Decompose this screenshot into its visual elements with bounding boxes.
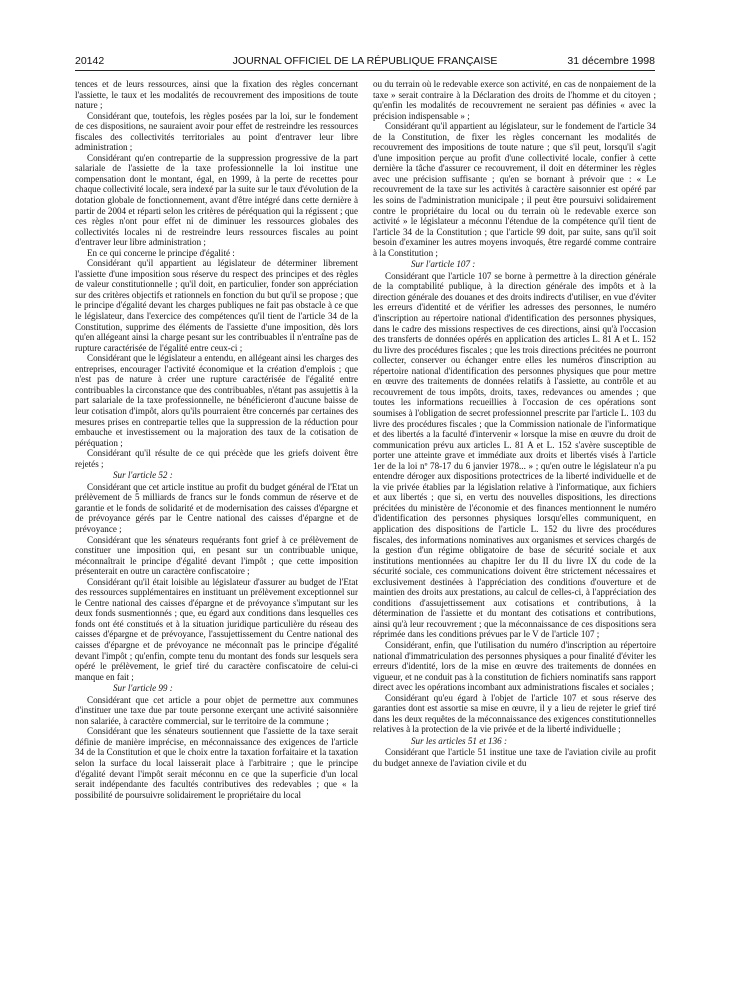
paragraph: Considérant qu'il résulte de ce qui précède que les griefs doivent être rejetés ; [75,448,358,469]
paragraph: Considérant que l'article 51 institue une taxe de l'aviation civile au profit du budget annexe de l'aviation civile et du [373,747,656,768]
paragraph: Considérant qu'en contrepartie de la suppression progressive de la part salariale de l'assiette de la taxe professionnelle la loi institue une compensation dont le montant, égal, en 1999, à la perte de recettes pour chaque collectivité locale, sera indexé par la suite sur le taux d'évolution de la dotation globale de fonctionnement, avant d'être intégré dans cette dernière à partir de 2004 et réparti selon les critères de péréquation qui la régissent ; que ces règles n'ont pour effet ni de diminuer les ressources globales des collectivités locales ni de restreindre leurs ressources fiscales au point d'entraver leur libre administration ; [75,152,358,248]
journal-title: JOURNAL OFFICIEL DE LA RÉPUBLIQUE FRANÇAISE [232,55,498,67]
paragraph: ou du terrain où le redevable exerce son activité, en cas de nonpaiement de la taxe » serait contraire à la Déclaration des droits de l'homme et du citoyen ; qu'enfin les modalités de recouvrement ne seraient pas définies « avec la précision indispensable » ; [373,79,656,121]
section-heading: Sur l'article 107 : [411,259,476,270]
paragraph: Considérant que les sénateurs soutiennent que l'assiette de la taxe serait définie de manière imprécise, en méconnaissance des exigences de l'article 34 de la Constitution et que le choix entre la taxation forfaitaire et la taxation selon la surface du local laisserait place à l'arbitraire ; que le principe d'égalité devant l'impôt serait méconnu en ce que la superficie d'un local serait indépendante des facultés contributives des redevables ; que « la possibilité de poursuivre solidairement le propriétaire du local [75,726,358,800]
paragraph: En ce qui concerne le principe d'égalité : [87,247,235,258]
page-number: 20142 [75,55,105,67]
issue-date: 31 décembre 1998 [567,55,655,67]
paragraph: Considérant, enfin, que l'utilisation du numéro d'inscription au répertoire national d'immatriculation des personnes physiques a pour finalité d'éviter les erreurs d'identité, lors de la mise en œuvre des traitements de données en vigueur, et ne conduit pas à la constitution de fichiers nominatifs sans rapport direct avec les opérations incombant aux administrations fiscales et sociales ; [373,639,656,693]
left-column [75,79,358,800]
paragraph: Considérant que cet article institue au profit du budget général de l'Etat un prélèvement de 5 milliards de francs sur le fonds commun de réserve et de garantie et le fonds de solidarité et de modernisation des caisses d'épargne et de prévoyance gérés par le Centre national des caisses d'épargne et de prévoyance ; [75,481,358,534]
paragraph: Considérant qu'il était loisible au législateur d'assurer au budget de l'Etat des ressources supplémentaires en instituant un prélèvement exceptionnel sur le Centre national des caisses d'épargne et de prévoyance s'imputant sur les deux fonds susmentionnés ; que, eu égard aux conditions dans lesquelles ces fonds ont été constitués et à la situation juridique particulière du réseau des caisses d'épargne et de prévoyance, l'assujettissement du Centre national des caisses d'épargne et de prévoyance ne méconnaît pas le principe d'égalité devant l'impôt ; qu'enfin, compte tenu du montant des fonds sur lesquels sera opéré le prélèvement, le grief tiré du caractère confiscatoire de celui-ci manque en fait ; [75,576,358,682]
section-heading: Sur les articles 51 et 136 : [411,735,507,746]
paragraph: Considérant que les sénateurs requérants font grief à ce prélèvement de constituer une imposition qui, en pesant sur un contribuable unique, méconnaîtrait le principe d'égalité devant l'impôt ; que cette imposition présenterait en outre un caractère confiscatoire ; [75,534,358,577]
page-header [75,55,655,69]
paragraph: Considérant que cet article a pour objet de permettre aux communes d'instituer une taxe due par toute personne exerçant une activité saisonnière non salariée, à caractère commercial, sur le territoire de la commune ; [75,694,358,726]
section-heading: Sur l'article 52 : [113,470,173,481]
paragraph: Considérant qu'il appartient au législateur de déterminer librement l'assiette d'une imposition sous réserve du respect des principes et des règles de valeur constitutionnelle ; qu'il doit, en particulier, fonder son appréciation sur des critères objectifs et rationnels en fonction du but qu'il se propose ; que le principe d'égalité devant les charges publiques ne fait pas obstacle à ce que le législateur, dans l'exercice des compétences qu'il tient de l'article 34 de la Constitution, supprime des éléments de l'assiette d'une imposition, dès lors qu'en allégeant ainsi la charge pesant sur les contribuables il n'entraîne pas de rupture caractérisée de l'égalité entre ceux-ci ; [75,258,358,353]
paragraph: Considérant que l'article 107 se borne à permettre à la direction générale de la comptabilité publique, à la direction générale des impôts et à la direction générale des douanes et des droits indirects d'utiliser, en vue d'éviter les erreurs d'identité et de vérifier les adresses des personnes, le numéro d'inscription au répertoire national d'identification des personnes physiques, dans le cadre des missions respectives de ces directions, ainsi qu'à l'occasion des transferts de données opérés en application des articles L. 81 A et L. 152 du livre des procédures fiscales ; que les trois directions précitées ne pourront collecter, conserver ou échanger entre elles les numéros d'inscription au répertoire national d'identification des personnes physiques que pour mettre en œuvre des traitements de données relatifs à l'assiette, au contrôle et au recouvrement de tous impôts, droits, taxes, redevances ou amendes ; que toutes les informations recueillies à l'occasion de ces opérations sont soumises à l'obligation de secret professionnel prescrite par l'article L. 103 du livre des procédures fiscales ; que la Commission nationale de l'informatique et des libertés a la faculté d'intervenir « lorsque la mise en œuvre du droit de communication prévu aux articles L. 81 A et L. 152 s'avère susceptible de porter une atteinte grave et immédiate aux droits et libertés visés à l'article 1er de la loi nº 78-17 du 6 janvier 1978... » ; qu'en outre le législateur n'a pu entendre déroger aux dispositions protectrices de la liberté individuelle et de la vie privée établies par la législation relative à l'informatique, aux fichiers et aux libertés ; que si, en vertu des nouvelles dispositions, les directions précitées du ministère de l'économie et des finances mentionnent le numéro d'identification des personnes physiques lorsqu'elles communiquent, en application des dispositions de l'article L. 152 du livre des procédures fiscales, des informations nominatives aux organismes et services chargés de la gestion d'un régime obligatoire de base de sécurité sociale et aux institutions mentionnées au chapitre Ier du II du livre IX du code de la sécurité sociale, ces communications doivent être strictement nécessaires et exclusivement destinées à l'appréciation des conditions d'ouverture et de maintien des droits aux prestations, au calcul de celles-ci, à l'appréciation des conditions d'assujettissement aux cotisations et contributions, à la détermination de l'assiette et du montant des cotisations et contributions, ainsi qu'à leur recouvrement ; que la méconnaissance de ces dispositions sera réprimée dans les conditions prévues par le V de l'article 107 ; [373,270,656,640]
paragraph: tences et de leurs ressources, ainsi que la fixation des règles concernant l'assiette, le taux et les modalités de recouvrement des impositions de toute nature ; [75,79,358,111]
paragraph: Considérant que, toutefois, les règles posées par la loi, sur le fondement de ces dispositions, ne sauraient avoir pour effet de restreindre les ressources fiscales des collectivités territoriales au point d'entraver leur libre administration ; [75,110,358,153]
paragraph: Considérant qu'eu égard à l'objet de l'article 107 et sous réserve des garanties dont est assortie sa mise en œuvre, il y a lieu de rejeter le grief tiré dans les deux requêtes de la méconnaissance des exigences constitutionnelles relatives à la protection de la vie privée et de la liberté individuelle ; [373,692,656,735]
header-rule [75,70,655,71]
paragraph: Considérant que le législateur a entendu, en allégeant ainsi les charges des entreprises, encourager l'activité économique et la création d'emplois ; que n'est pas de nature à créer une rupture caractérisée de l'égalité entre contribuables la circonstance que des contribuables, n'étant pas assujettis à la part salariale de la taxe professionnelle, ne bénéficieront d'aucune baisse de leur cotisation d'impôt, alors qu'ils pourraient être concernés par certaines des mesures prises en contrepartie telles que la suppression de la réduction pour embauche et investissement ou la majoration des taux de la cotisation de péréquation ; [75,353,358,448]
right-column [373,79,656,769]
section-heading: Sur l'article 99 : [113,683,173,694]
paragraph: Considérant qu'il appartient au législateur, sur le fondement de l'article 34 de la Constitution, de fixer les règles concernant les modalités de recouvrement des impositions de toute nature ; que s'il peut, lorsqu'il s'agit d'une imposition perçue au profit d'une collectivité locale, confier à cette dernière la tâche d'assurer ce recouvrement, il doit en déterminer les règles avec une précision suffisante ; qu'en se bornant à prévoir que : « Le recouvrement de la taxe sur les activités à caractère saisonnier est opéré par les soins de l'administration municipale ; il peut être poursuivi solidairement contre le propriétaire du local ou du terrain où le redevable exerce son activité » le législateur a méconnu l'étendue de la compétence qu'il tient de l'article 34 de la Constitution ; que l'article 99 doit, par suite, sans qu'il soit besoin d'examiner les autres moyens invoqués, être regardé comme contraire à la Constitution ; [373,121,656,258]
